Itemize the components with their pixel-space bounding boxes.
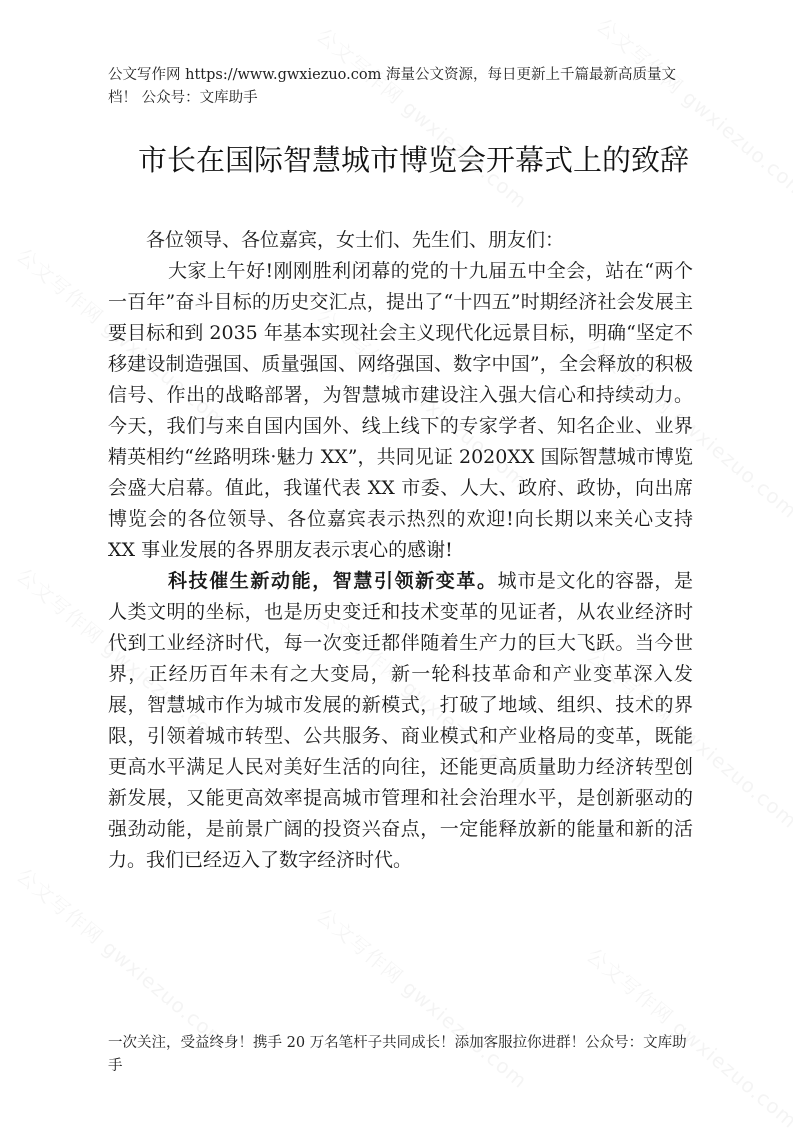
watermark-text [11, 860, 234, 1054]
watermark-text [311, 20, 534, 214]
paragraph-2-body: 城市是文化的容器，是人类文明的坐标，也是历史变迁和技术变革的见证者，从农业经济时代到工业经济时代，每一次变迁都伴随着生产力的巨大飞跃。当今世界，正经历百年未有之大变局，新一轮科技革命和产业变革深入发展，智慧城市作为城市发展的新模式，打破了地域、组织、技术的界限，引领着城市转型、公共服务、商业模式和产业格局的变革，既能更高水平满足人民对美好生活的向往，还能更高质量助力经济转型创新发展，又能更高效率提高城市管理和社会治理水平，是创新驱动的强劲动能，是前景广阔的投资兴奋点，一定能释放新的能量和新的活力。我们已经迈入了数字经济时代。 [108, 570, 693, 871]
paragraph-2-lead: 科技催生新动能，智慧引领新变革。 [168, 570, 498, 592]
page-title: 市长在国际智慧城市博览会开幕式上的致辞 [138, 143, 690, 177]
paragraph-1: 大家上午好!刚刚胜利闭幕的党的十九届五中全会，站在“两个一百年”奋斗目标的历史交汇点，提出了“十四五”时期经济社会发展主要目标和到 2035 年基本实现社会主义现代化远景目标，明确“坚定不移建设制造强国、质量强国、网络强国、数字中国”，全会释放的积极信号、作出的战略部署，为智慧城市建设注入强大信心和持续动力。今天，我们与来自国内国外、线上线下的专家学者、知名企业、业界精英相约“丝路明珠·魅力 XX”，共同见证 2020XX 国际智慧城市博览会盛大启幕。值此，我谨代表 XX 市委、人大、政府、政协，向出席博览会的各位领导、各位嘉宾表示热烈的欢迎!向长期以来关心支持XX 事业发展的各界朋友表示衷心的感谢! [108, 260, 693, 561]
salutation: 各位领导、各位嘉宾，女士们、先生们、朋友们： [146, 229, 565, 251]
footer-note: 一次关注，受益终身！携手 20 万名笔杆子共同成长！添加客服拉你进群！公众号：文库助手 [108, 1035, 687, 1074]
header-note: 公文写作网 https://www.gwxiezuo.com 海量公文资源，每日更新上千篇最新高质量文档！ 公众号：文库助手 [108, 67, 676, 106]
paragraph-2 [108, 566, 693, 876]
document-body [108, 225, 693, 876]
